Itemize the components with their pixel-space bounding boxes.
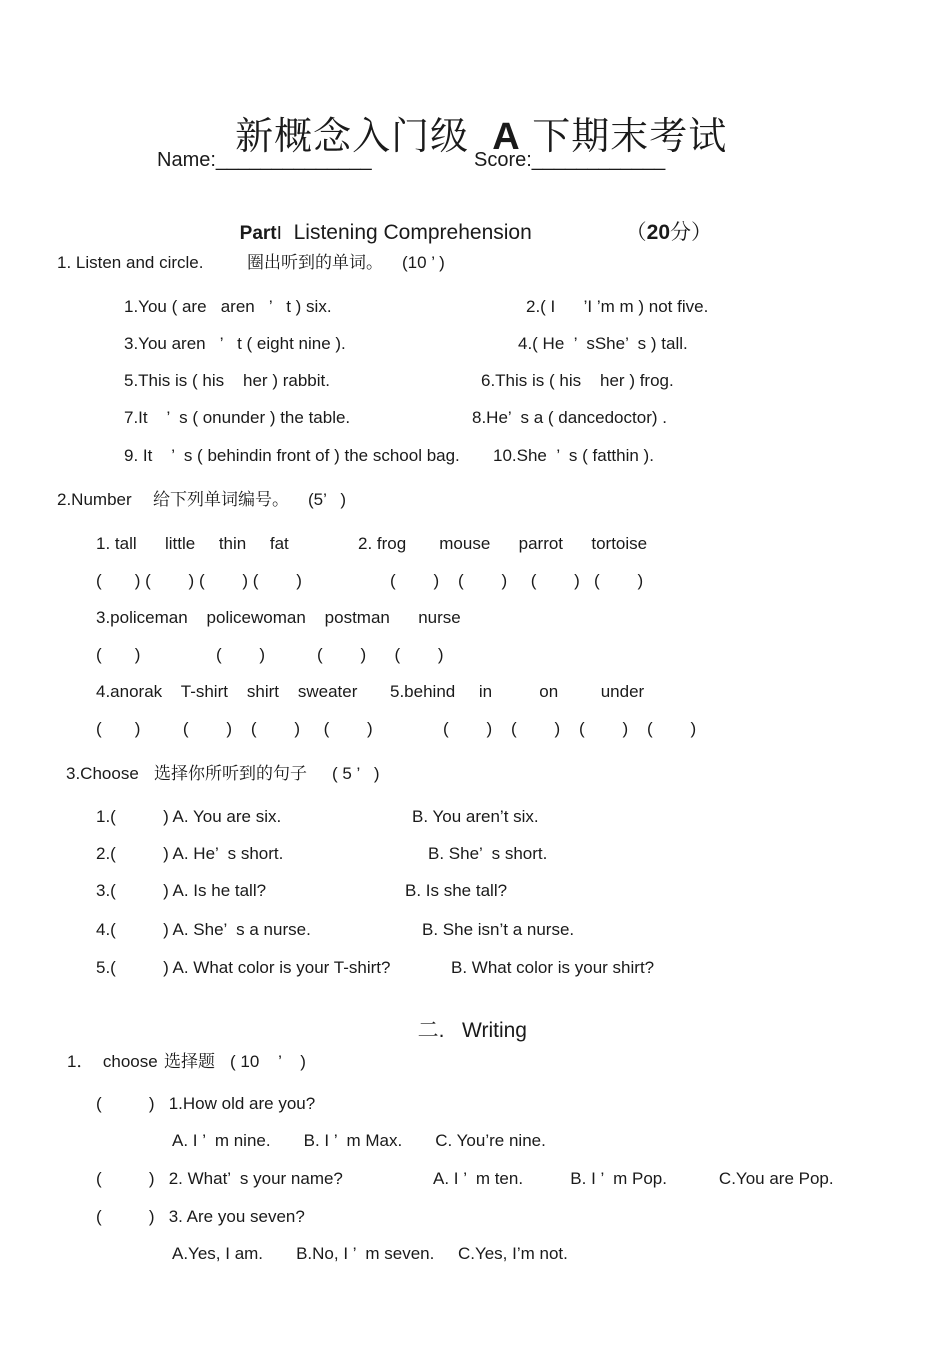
s3-row5-a: 5.( ) A. What color is your T-shirt? — [96, 958, 391, 977]
s1-points: (10 ’ ) — [402, 253, 445, 272]
s2-row3-words-a: 4.anorak T-shirt shirt sweater — [96, 682, 358, 701]
s2-row1-blanks-a: ( ) ( ) ( ) ( ) — [96, 571, 302, 590]
title-bold: A — [492, 116, 521, 158]
s3-row2-b: B. She’ s short. — [428, 844, 548, 863]
s2-row3-blanks-a: ( ) ( ) ( ) ( ) — [96, 719, 373, 738]
w1-q3-options: A.Yes, I am. B.No, I ’ m seven. C.Yes, I’m not. — [172, 1244, 568, 1263]
writing-number: 二. — [417, 1019, 445, 1042]
part1-points — [614, 201, 712, 243]
w1-q1: ( ) 1.How old are you? — [96, 1094, 316, 1113]
s2-row3-blanks-b: ( ) ( ) ( ) ( ) — [443, 719, 697, 738]
s3-row4-a: 4.( ) A. She’ s a nurse. — [96, 920, 311, 939]
s1-heading-cn: 圈出听到的单词。 — [247, 253, 383, 272]
s1-item-6: 6.This is ( his her ) frog. — [481, 371, 674, 390]
s1-item-5: 5.This is ( his her ) rabbit. — [124, 371, 330, 390]
s1-item-9: 9. It ’ s ( behindin front of ) the school bag. — [124, 446, 460, 465]
title-right: 下期末考试 — [532, 116, 728, 158]
title-left: 新概念入门级 — [235, 116, 470, 158]
s3-row1-b: B. You aren’t six. — [412, 807, 539, 826]
s2-row2-words: 3.policeman policewoman postman nurse — [96, 608, 461, 627]
part1-points-open: （ — [625, 221, 647, 244]
w1-q3: ( ) 3. Are you seven? — [96, 1207, 305, 1226]
s1-item-8: 8.He’ s a ( dancedoctor) . — [472, 408, 667, 427]
s3-points: ( 5 ’ ) — [332, 764, 380, 783]
s2-row1-words-b: 2. frog mouse parrot tortoise — [358, 534, 648, 553]
s1-item-3: 3.You aren ’ t ( eight nine ). — [124, 334, 346, 353]
s1-item-2: 2.( I ’I ’m m ) not five. — [526, 297, 709, 316]
s1-item-10: 10.She ’ s ( fatthin ). — [493, 446, 654, 465]
s2-row3-words-b: 5.behind in on under — [390, 682, 645, 701]
s2-row1-words-a: 1. tall little thin fat — [96, 534, 289, 553]
s3-row5-b: B. What color is your shirt? — [451, 958, 655, 977]
w1-heading: 1． choose — [67, 1052, 158, 1071]
s2-row2-blanks: ( ) ( ) ( ) ( ) — [96, 645, 444, 664]
s1-item-1: 1.You ( are aren ’ t ) six. — [124, 297, 332, 316]
s2-heading: 2.Number — [57, 490, 132, 509]
part1-heading — [228, 201, 532, 243]
s2-points: (5’ ) — [308, 490, 347, 509]
s3-heading: 3.Choose — [66, 764, 139, 783]
part1-title: Listening Comprehension — [293, 221, 532, 244]
s3-row3-b: B. Is she tall? — [405, 881, 508, 900]
s1-item-7: 7.It ’ s ( onunder ) the table. — [124, 408, 351, 427]
s3-row1-a: 1.( ) A. You are six. — [96, 807, 282, 826]
part1-points-value: 20 — [646, 221, 671, 244]
s2-row1-blanks-b: ( ) ( ) ( ) ( ) — [390, 571, 644, 590]
s1-heading: 1. Listen and circle. — [57, 253, 204, 272]
score-field: Score:____________ — [474, 149, 666, 171]
w1-q2-options: A. I ’ m ten. B. I ’ m Pop. C.You are Pop. — [433, 1169, 834, 1188]
writing-heading — [406, 999, 527, 1041]
s3-row2-a: 2.( ) A. He’ s short. — [96, 844, 284, 863]
w1-heading-cn: 选择题 — [164, 1052, 215, 1071]
s1-item-4: 4.( He ’ sShe’ s ) tall. — [518, 334, 688, 353]
s3-row4-b: B. She isn’t a nurse. — [422, 920, 575, 939]
s3-row3-a: 3.( ) A. Is he tall? — [96, 881, 267, 900]
name-field: Name:______________ — [157, 149, 372, 171]
s2-heading-cn: 给下列单词编号。 — [153, 490, 289, 509]
part1-points-close: 分） — [670, 221, 713, 244]
w1-points: ( 10 ’ ) — [230, 1052, 306, 1071]
document-title — [212, 80, 727, 156]
w1-q1-options: A. I ’ m nine. B. I ’ m Max. C. You’re nine. — [172, 1131, 546, 1150]
w1-q2: ( ) 2. What’ s your name? — [96, 1169, 343, 1188]
writing-title: Writing — [462, 1019, 527, 1042]
s3-heading-cn: 选择你所听到的句子 — [154, 764, 307, 783]
part1-roman: Ⅰ — [276, 223, 282, 243]
part1-bold: Part — [239, 223, 277, 244]
